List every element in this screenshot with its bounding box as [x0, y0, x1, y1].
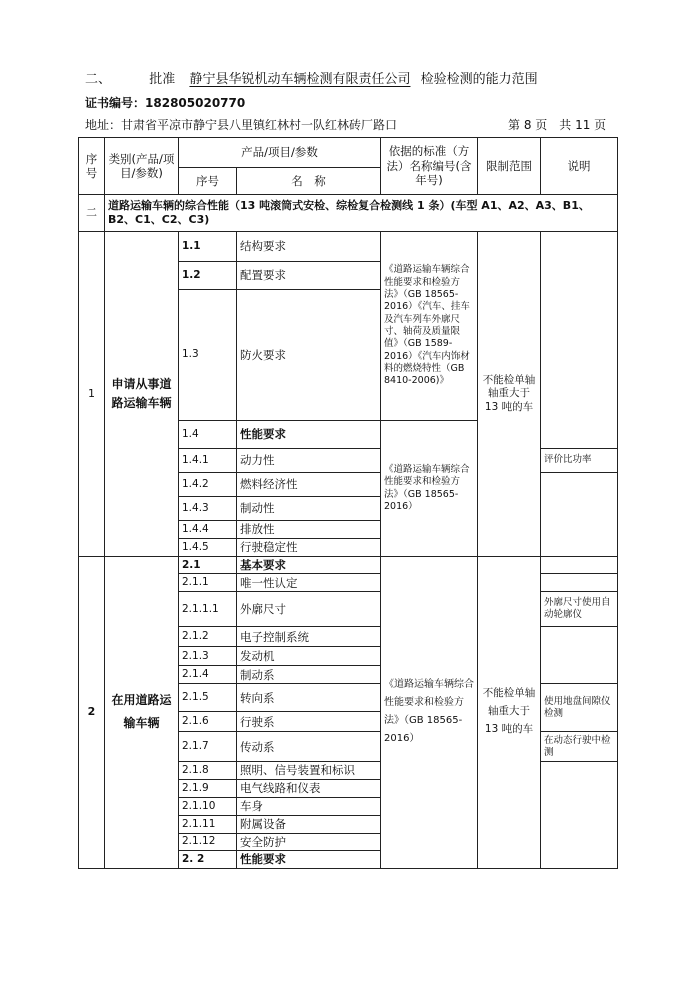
group2-category: 在用道路运输车辆 — [105, 557, 179, 869]
row-no: 1.1 — [179, 232, 237, 262]
group2-note-empty-1 — [541, 557, 618, 574]
row-no: 1.3 — [179, 290, 237, 421]
header-name: 名 称 — [237, 168, 381, 195]
row-no: 1.4.2 — [179, 473, 237, 497]
group2-note-empty-4 — [541, 762, 618, 868]
row-no: 1.2 — [179, 262, 237, 290]
header-limit: 限制范围 — [478, 138, 541, 195]
group2-limit: 不能检单轴轴重大于 13 吨的车 — [478, 557, 541, 869]
row-no: 2. 2 — [179, 851, 237, 868]
section-number: 二、 — [85, 72, 112, 87]
row-no: 1.4.1 — [179, 449, 237, 473]
group1-note-empty — [541, 232, 618, 449]
group2-number: 2 — [79, 557, 105, 869]
header-sub-seq: 序号 — [179, 168, 237, 195]
address-label: 地址： — [85, 118, 122, 132]
row-no: 2.1.5 — [179, 684, 237, 712]
row-name: 动力性 — [237, 449, 381, 473]
row-name: 基本要求 — [237, 557, 381, 574]
group2-note-empty-3 — [541, 627, 618, 684]
row-name: 转向系 — [237, 684, 381, 712]
header-line-1 — [85, 68, 538, 87]
certificate-number: 182805020770 — [145, 96, 246, 110]
row-name: 性能要求 — [237, 421, 381, 449]
group1-limit: 不能检单轴轴重大于 13 吨的车 — [478, 232, 541, 557]
row-no: 1.4.5 — [179, 539, 237, 557]
row-no: 1.4.4 — [179, 521, 237, 539]
row-no: 2.1.1 — [179, 574, 237, 592]
row-no: 2.1.3 — [179, 647, 237, 666]
scope-title: 检验检测的能力范围 — [420, 72, 538, 87]
group1-number: 1 — [79, 232, 105, 557]
approve-label: 批准 — [149, 72, 176, 87]
row-name: 照明、信号装置和标识 — [237, 762, 381, 779]
row-no: 2.1 — [179, 557, 237, 574]
group2-note-drive: 在动态行驶中检测 — [541, 732, 618, 762]
row-name: 排放性 — [237, 521, 381, 539]
row-name: 配置要求 — [237, 262, 381, 290]
row-name: 制动系 — [237, 666, 381, 684]
row-no: 2.1.10 — [179, 797, 237, 815]
row-name: 防火要求 — [237, 290, 381, 421]
row-no: 2.1.1.1 — [179, 592, 237, 627]
row-name: 燃料经济性 — [237, 473, 381, 497]
group2-standard: 《道路运输车辆综合性能要求和检验方法》（GB 18565-2016） — [381, 557, 478, 869]
group1-standard-b: 《道路运输车辆综合性能要求和检验方法》（GB 18565-2016） — [381, 421, 478, 557]
row-name: 制动性 — [237, 497, 381, 521]
row-no: 1.4.3 — [179, 497, 237, 521]
organization-name: 静宁县华锐机动车辆检测有限责任公司 — [189, 72, 411, 87]
group2-note-empty-2 — [541, 574, 618, 592]
row-name: 附属设备 — [237, 815, 381, 833]
certificate-label: 证书编号： — [85, 96, 146, 110]
row-name: 传动系 — [237, 732, 381, 762]
group1-category: 申请从事道路运输车辆 — [105, 232, 179, 557]
row-no: 1.4 — [179, 421, 237, 449]
row-name: 行驶系 — [237, 712, 381, 732]
row-name: 发动机 — [237, 647, 381, 666]
row-no: 2.1.4 — [179, 666, 237, 684]
row-name: 行驶稳定性 — [237, 539, 381, 557]
group1-note-power: 评价比功率 — [541, 449, 618, 473]
address-text: 甘肃省平凉市静宁县八里镇红林村一队红林砖厂路口 — [121, 118, 398, 132]
row-no: 2.1.7 — [179, 732, 237, 762]
row-name: 电子控制系统 — [237, 627, 381, 647]
page-info: 第 8 页 共 11 页 — [508, 118, 607, 132]
row-name: 唯一性认定 — [237, 574, 381, 592]
group1-note-empty-2 — [541, 473, 618, 557]
row-no: 2.1.12 — [179, 833, 237, 850]
row-no: 2.1.8 — [179, 762, 237, 779]
row-name: 安全防护 — [237, 833, 381, 850]
row-no: 2.1.11 — [179, 815, 237, 833]
row-name: 性能要求 — [237, 851, 381, 868]
header-product: 产品/项目/参数 — [179, 138, 381, 168]
row-name: 车身 — [237, 797, 381, 815]
section-title: 道路运输车辆的综合性能（13 吨滚筒式安检、综检复合检测线 1 条）(车型 A1、A2、A3、B1、B2、C1、C2、C3) — [105, 195, 618, 232]
certificate-line — [85, 94, 245, 111]
address-line — [85, 116, 397, 133]
group2-note-outline: 外廓尺寸使用自动轮廓仪 — [541, 592, 618, 627]
row-name: 结构要求 — [237, 232, 381, 262]
row-no: 2.1.2 — [179, 627, 237, 647]
group2-note-chassis: 使用地盘间隙仪检测 — [541, 684, 618, 732]
header-seq: 序号 — [79, 138, 105, 195]
section-number-cell: 二 — [79, 195, 105, 232]
row-no: 2.1.9 — [179, 779, 237, 797]
row-name: 电气线路和仪表 — [237, 779, 381, 797]
group1-standard-a: 《道路运输车辆综合性能要求和检验方法》（GB 18565-2016）《汽车、挂车及汽车列车外廓尺寸、轴荷及质量限值》（GB 1589-2016）《汽车内饰材料的燃烧特性（GB 8410-2006)》 — [381, 232, 478, 421]
row-no: 2.1.6 — [179, 712, 237, 732]
header-category: 类别(产品/项目/参数) — [105, 138, 179, 195]
row-name: 外廓尺寸 — [237, 592, 381, 627]
header-note: 说明 — [541, 138, 618, 195]
header-standard: 依据的标准（方法）名称编号(含年号) — [381, 138, 478, 195]
scope-table — [78, 137, 618, 869]
